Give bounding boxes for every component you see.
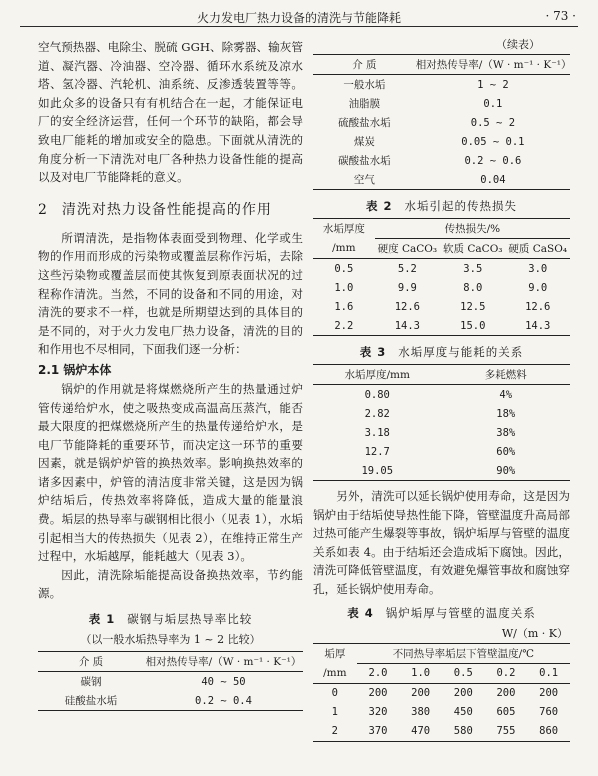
- table-1-subcaption: （以一般水垢热导率为 1 ~ 2 比较）: [80, 633, 261, 647]
- table-cell: 200: [368, 687, 388, 700]
- table-3-title: 水垢厚度与能耗的关系: [398, 345, 524, 359]
- table-cell: 12.6: [525, 300, 551, 313]
- table-cell: 1: [331, 706, 338, 719]
- table-cell: 60%: [496, 445, 516, 458]
- table-1-header-conductivity: 相对热传导率/（W · m⁻¹ · K⁻¹）: [144, 652, 303, 672]
- table-cell: 0.5 ~ 2: [470, 116, 516, 129]
- table-3-header-fuel: 多耗燃料: [442, 365, 571, 385]
- table-cell: 200: [411, 687, 431, 700]
- table-cell: 1 ~ 2: [477, 78, 509, 91]
- table-3: [313, 364, 570, 481]
- table-1-number: 表 1: [88, 612, 116, 627]
- table-4-subheader: 0.1: [527, 663, 570, 683]
- table-2-header-loss: 传热损失/%: [375, 219, 570, 239]
- table-2-caption: [313, 198, 570, 214]
- table-row: [313, 94, 570, 113]
- table-row: [313, 151, 570, 170]
- table-4-header-thickness: 垢厚: [324, 647, 346, 660]
- table-cell: 90%: [496, 464, 516, 477]
- table-cell: 0.2 ~ 0.4: [195, 694, 252, 707]
- table-1: [38, 651, 303, 711]
- table-cell: 450: [453, 706, 473, 719]
- table-cell: 2: [331, 725, 338, 738]
- table-2-subheader: 硬质 CaSO₄: [505, 239, 570, 259]
- table-cell: 380: [411, 706, 431, 719]
- table-cell: 3.18: [364, 426, 390, 439]
- table-4-subheader: 1.0: [399, 663, 442, 683]
- table-cell: 硫酸盐水垢: [338, 117, 391, 129]
- right-column: [313, 34, 570, 742]
- intro-paragraph: 空气预热器、电除尘、脱硫 GGH、除雾器、输灰管道、凝汽器、冷油器、空冷器、循环水系统及凉水塔、氢冷器、汽轮机、油系统、反渗透装置等等。如此众多的设备只有有机结合在一起，才能保证电厂的安全经济运营，任何一个环节的缺陷，都会导致电厂能耗的增加或安全的隐患。下面就从清洗的角度分析一下清洗对电厂各种热力设备性能的提高以及对电厂节能降耗的意义。: [38, 40, 303, 185]
- running-title: 火力发电厂热力设备的清洗与节能降耗: [196, 11, 401, 25]
- table-cell: 9.0: [528, 281, 548, 294]
- table-3-header-thickness: 水垢厚度/mm: [313, 365, 442, 385]
- table-2-subheader: 软质 CaCO₃: [440, 239, 505, 259]
- table-4-number: 表 4: [347, 605, 374, 620]
- table-cell: 200: [496, 687, 516, 700]
- table-cell: 860: [539, 725, 559, 738]
- table-row: [38, 691, 303, 711]
- table-row: [313, 170, 570, 190]
- section-2-title: 清洗对热力设备性能提高的作用: [61, 201, 272, 218]
- table-2: [313, 218, 570, 336]
- table-1-continued: [313, 54, 570, 190]
- table-1-continued-label: （续表）: [496, 38, 540, 51]
- table-cell: 12.6: [394, 300, 421, 313]
- table-3-caption: [313, 344, 570, 360]
- table-cell: 碳钢: [80, 676, 102, 689]
- table-cell: 200: [539, 687, 559, 700]
- page-number: · 73 ·: [545, 9, 576, 23]
- table-cell: 0.04: [480, 173, 506, 186]
- table-row: [313, 683, 570, 703]
- table-cell: 煤炭: [353, 136, 375, 148]
- section-2-heading: [38, 199, 303, 219]
- table-row: [313, 461, 570, 481]
- table-cell: 0: [331, 687, 338, 700]
- definition-paragraph: 所谓清洗，是指物体表面受到物理、化学或生物的作用而形成的污染物或覆盖层称作污垢，去除这些污染物或覆盖层而使其恢复到原表面状况的过程称作清洗。当然，不同的设备和不同的用途，对清洗的要求不一样，也就是所期望达到的具体目的是不同的，对于火力发电厂热力设备，清洗的目的和作用也不尽相同，下面我们逐一分析：: [38, 230, 303, 357]
- table-2-subheader: 硬度 CaCO₃: [375, 239, 440, 259]
- table-2-title: 水垢引起的传热损失: [404, 199, 517, 213]
- table-4-subheader: 2.0: [357, 663, 400, 683]
- table-cell: 18%: [496, 407, 516, 420]
- table-row: [313, 385, 570, 405]
- table-1-header-medium: 介 质: [38, 652, 144, 672]
- table-4-subheader: 0.5: [442, 663, 485, 683]
- table-cell: 760: [539, 706, 559, 719]
- lifespan-paragraph: 另外，清洗可以延长锅炉使用寿命，这是因为锅炉由于结垢使导热性能下降，管壁温度升高局部过热可能产生爆裂等事故，锅炉垢厚与管壁的温度关系如表 4。由于结垢还会造成垢下腐蚀。因此，清洗可降低管壁温度，有效避免爆管事故和腐蚀穿孔，延长锅炉使用寿命。: [313, 489, 570, 596]
- table-2-header-thickness-unit: /mm: [313, 239, 375, 259]
- table-cell: 40 ~ 50: [201, 675, 246, 688]
- left-column: [38, 38, 303, 711]
- table-3-number: 表 3: [359, 345, 387, 359]
- table-row: [313, 278, 570, 297]
- table-cell: 1.6: [334, 300, 354, 313]
- table-cell: 470: [411, 725, 431, 738]
- table-cell: 580: [453, 725, 473, 738]
- table-4-header-temp: 不同热导率垢层下管壁温度/℃: [357, 643, 570, 663]
- table-row: [313, 404, 570, 423]
- table-cell: 3.5: [463, 262, 483, 275]
- section-2-1-heading: 2.1 锅炉本体: [38, 362, 112, 377]
- table-cell: 5.2: [397, 262, 417, 275]
- conclusion-paragraph: 因此，清洗除垢能提高设备换热效率，节约能源。: [38, 567, 303, 601]
- table-row: [313, 442, 570, 461]
- table-cell: 370: [368, 725, 388, 738]
- table-2-number: 表 2: [365, 199, 393, 213]
- table-cell: 一般水垢: [343, 79, 386, 91]
- table-row: [313, 75, 570, 95]
- table-cell: 755: [496, 725, 516, 738]
- table-cell: 碳酸盐水垢: [338, 155, 391, 167]
- table-cell: 200: [453, 687, 473, 700]
- table-row: [313, 703, 570, 722]
- table-4: [313, 643, 570, 742]
- table-row: [313, 132, 570, 151]
- table-row: [313, 113, 570, 132]
- table-cell: 空气: [353, 174, 375, 186]
- table-cell: 14.3: [525, 319, 551, 332]
- table-4-unit: W/（m · K）: [501, 626, 568, 640]
- table-cell: 19.05: [361, 464, 394, 477]
- table-cell: 320: [368, 706, 388, 719]
- table-4-header-thickness-unit: /mm: [313, 663, 357, 683]
- table-4-title: 锅炉垢厚与管壁的温度关系: [385, 605, 536, 620]
- table-cell: 38%: [496, 426, 516, 439]
- table-row: [313, 316, 570, 336]
- table-cell: 9.9: [397, 281, 417, 294]
- section-2-number: 2: [38, 201, 48, 218]
- table-row: [313, 722, 570, 742]
- table-cell: 2.82: [364, 407, 390, 420]
- table-row: [38, 672, 303, 692]
- table-4-caption: [313, 605, 570, 621]
- table-4-subheader: 0.2: [485, 663, 528, 683]
- table-cell: 0.2 ~ 0.6: [464, 154, 522, 167]
- table-row: [313, 423, 570, 442]
- table-cell: 12.7: [364, 445, 390, 458]
- table-cell: 硅酸盐水垢: [64, 695, 118, 708]
- table-1c-header-medium: 介 质: [313, 55, 416, 75]
- table-cell: 14.3: [394, 319, 421, 332]
- table-cell: 0.05 ~ 0.1: [461, 135, 525, 148]
- table-cell: 1.0: [334, 281, 354, 294]
- table-cell: 0.5: [334, 262, 354, 275]
- table-cell: 油脂膜: [348, 98, 381, 110]
- table-2-header-thickness: 水垢厚度: [322, 223, 365, 236]
- table-cell: 8.0: [463, 281, 483, 294]
- table-1-title: 碳钢与垢层热导率比较: [127, 612, 253, 627]
- table-cell: 0.80: [364, 388, 390, 401]
- table-1c-header-conductivity: 相对热传导率/（W · m⁻¹ · K⁻¹）: [416, 55, 570, 75]
- table-row: [313, 259, 570, 279]
- table-cell: 12.5: [460, 300, 486, 313]
- table-cell: 2.2: [334, 319, 354, 332]
- table-cell: 605: [496, 706, 516, 719]
- boiler-paragraph: 锅炉的作用就是将煤燃烧所产生的热量通过炉管传递给炉水，使之吸热变成高温高压蒸汽，能否最大限度的把煤燃烧所产生的热量传递给炉水，是电厂节能降耗的重要环节，而决定这一环节的重要因素，就是锅炉炉管的换热效率。影响换热效率的诸多因素中，炉管的清洁度非常关键，这是因为锅炉结垢后，传热效率将降低，造成大量的能量浪费。垢层的热导率与碳钢相比很小（见表 1），水垢引起相当大的传热损失（见表 2），在维持正常生产过程中，水垢越厚，能耗越大（见表 3）。: [38, 381, 303, 564]
- table-1-caption: [38, 611, 303, 627]
- table-cell: 0.1: [483, 97, 503, 110]
- table-cell: 4%: [499, 388, 513, 401]
- header-rule: [20, 26, 578, 27]
- running-header: [0, 0, 598, 26]
- table-cell: 3.0: [528, 262, 548, 275]
- table-cell: 15.0: [460, 319, 486, 332]
- table-row: [313, 297, 570, 316]
